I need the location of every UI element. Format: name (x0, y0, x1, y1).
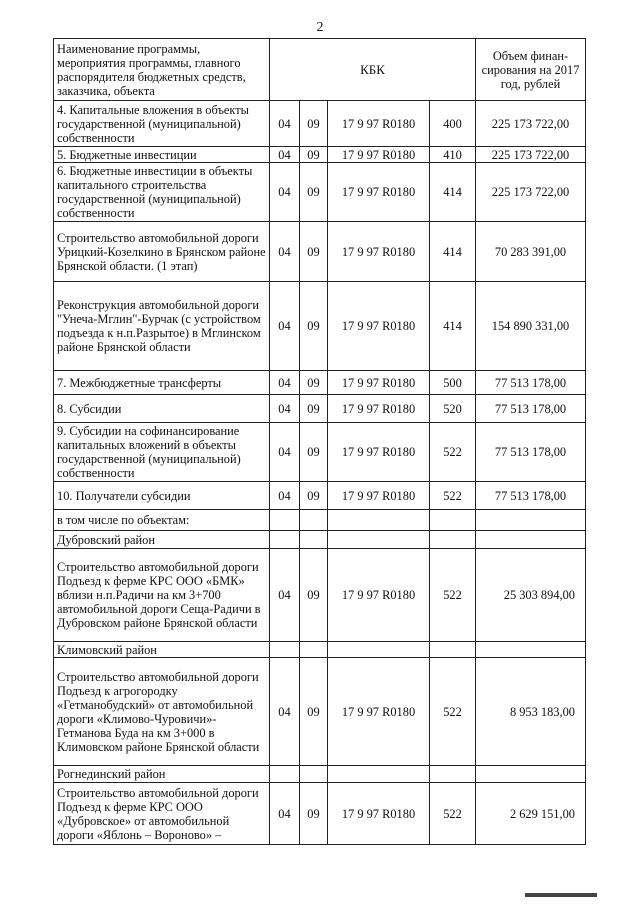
row-expense-type (430, 510, 476, 531)
table-row (54, 282, 586, 371)
row-amount: 154 890 331,00 (476, 282, 586, 371)
row-expense-type: 414 (430, 222, 476, 282)
row-name: Реконструкция автомобильной дороги "Унеча-Мглин"-Бурчак (с устройством подъезда к н.п.Разрытое) в Мглинском районе Брянской области (54, 282, 270, 371)
row-amount: 2 629 151,00 (476, 783, 586, 845)
row-target-article: 17 9 97 R0180 (328, 147, 430, 163)
row-target-article: 17 9 97 R0180 (328, 423, 430, 482)
row-expense-type: 500 (430, 371, 476, 395)
table-row (54, 163, 586, 222)
row-subsection: 09 (300, 482, 328, 510)
table-row (54, 531, 586, 549)
row-expense-type: 522 (430, 482, 476, 510)
row-section: 04 (270, 783, 300, 845)
row-section: 04 (270, 371, 300, 395)
row-target-article (328, 531, 430, 549)
row-name: 8. Субсидии (54, 395, 270, 423)
row-section: 04 (270, 482, 300, 510)
row-name: 7. Межбюджетные трансферты (54, 371, 270, 395)
row-subsection: 09 (300, 658, 328, 766)
row-amount: 77 513 178,00 (476, 423, 586, 482)
row-subsection: 09 (300, 395, 328, 423)
table-row (54, 642, 586, 658)
row-target-article: 17 9 97 R0180 (328, 783, 430, 845)
row-name: Климовский район (54, 642, 270, 658)
row-target-article: 17 9 97 R0180 (328, 482, 430, 510)
row-expense-type: 414 (430, 282, 476, 371)
row-subsection: 09 (300, 371, 328, 395)
table-row (54, 783, 586, 845)
row-subsection: 09 (300, 549, 328, 642)
table-row (54, 482, 586, 510)
header-name: Наименование программы, мероприятия программы, главного распорядителя бюджетных средств, заказчика, объекта (54, 39, 270, 101)
row-name: 6. Бюджетные инвестиции в объекты капитального строительства государственной (муниципальной) собственности (54, 163, 270, 222)
row-amount (476, 510, 586, 531)
row-name: 5. Бюджетные инвестиции (54, 147, 270, 163)
row-subsection: 09 (300, 282, 328, 371)
row-expense-type: 522 (430, 549, 476, 642)
row-subsection (300, 766, 328, 783)
row-section: 04 (270, 101, 300, 147)
row-expense-type: 400 (430, 101, 476, 147)
row-section: 04 (270, 147, 300, 163)
row-name: 10. Получатели субсидии (54, 482, 270, 510)
row-target-article (328, 642, 430, 658)
row-expense-type: 522 (430, 423, 476, 482)
row-amount (476, 531, 586, 549)
table-row (54, 766, 586, 783)
row-name: Строительство автомобильной дороги Подъезд к ферме КРС ООО «Дубровское» от автомобильной дороги «Яблонь – Вороново» – (54, 783, 270, 845)
row-expense-type (430, 766, 476, 783)
row-subsection: 09 (300, 783, 328, 845)
row-amount: 77 513 178,00 (476, 482, 586, 510)
table-header-row (54, 39, 586, 101)
row-expense-type: 520 (430, 395, 476, 423)
row-name: 9. Субсидии на софинансирование капитальных вложений в объекты государственной (муниципальной) собственности (54, 423, 270, 482)
table-row (54, 510, 586, 531)
row-target-article: 17 9 97 R0180 (328, 101, 430, 147)
row-amount: 25 303 894,00 (476, 549, 586, 642)
row-name: Строительство автомобильной дороги Урицкий-Козелкино в Брянском районе Брянской области. (1 этап) (54, 222, 270, 282)
row-target-article: 17 9 97 R0180 (328, 163, 430, 222)
row-section: 04 (270, 395, 300, 423)
row-section: 04 (270, 658, 300, 766)
row-amount: 225 173 722,00 (476, 101, 586, 147)
row-name: Строительство автомобильной дороги Подъезд к агрогородку «Гетманобудский» от автомобильной дороги «Климово-Чуровичи»-Гетманова Буда на км 3+000 в Климовском районе Брянской области (54, 658, 270, 766)
row-name: Дубровский район (54, 531, 270, 549)
table-row (54, 395, 586, 423)
table-row (54, 147, 586, 163)
row-target-article: 17 9 97 R0180 (328, 282, 430, 371)
row-expense-type (430, 642, 476, 658)
row-section (270, 642, 300, 658)
row-section (270, 531, 300, 549)
table-row (54, 423, 586, 482)
row-amount: 77 513 178,00 (476, 371, 586, 395)
row-target-article: 17 9 97 R0180 (328, 549, 430, 642)
row-name: Строительство автомобильной дороги Подъезд к ферме КРС ООО «БМК» вблизи н.п.Радичи на км 3+700 автомобильной дороги Сеща-Радичи в Дубровском районе Брянской области (54, 549, 270, 642)
row-expense-type: 522 (430, 783, 476, 845)
row-target-article: 17 9 97 R0180 (328, 658, 430, 766)
page-number: 2 (316, 20, 324, 35)
row-amount: 225 173 722,00 (476, 147, 586, 163)
row-subsection (300, 531, 328, 549)
row-subsection: 09 (300, 163, 328, 222)
row-target-article (328, 510, 430, 531)
row-expense-type (430, 531, 476, 549)
row-section: 04 (270, 423, 300, 482)
row-amount (476, 642, 586, 658)
row-amount (476, 766, 586, 783)
table-row (54, 549, 586, 642)
footer-mark (525, 893, 597, 897)
row-subsection: 09 (300, 101, 328, 147)
row-section: 04 (270, 222, 300, 282)
row-name: 4. Капитальные вложения в объекты государственной (муниципальной) собственности (54, 101, 270, 147)
row-section (270, 766, 300, 783)
row-subsection: 09 (300, 423, 328, 482)
row-subsection (300, 510, 328, 531)
row-subsection (300, 642, 328, 658)
row-subsection: 09 (300, 222, 328, 282)
row-name: в том числе по объектам: (54, 510, 270, 531)
row-expense-type: 410 (430, 147, 476, 163)
row-expense-type: 414 (430, 163, 476, 222)
row-target-article: 17 9 97 R0180 (328, 371, 430, 395)
row-section: 04 (270, 282, 300, 371)
header-kbk: КБК (270, 39, 476, 101)
row-section: 04 (270, 163, 300, 222)
row-amount: 8 953 183,00 (476, 658, 586, 766)
row-subsection: 09 (300, 147, 328, 163)
row-amount: 70 283 391,00 (476, 222, 586, 282)
table-row (54, 101, 586, 147)
table-row (54, 371, 586, 395)
table-row (54, 222, 586, 282)
row-amount: 225 173 722,00 (476, 163, 586, 222)
row-section: 04 (270, 549, 300, 642)
header-amount: Объем финан-сирования на 2017 год, рублей (476, 39, 586, 101)
row-target-article: 17 9 97 R0180 (328, 395, 430, 423)
row-section (270, 510, 300, 531)
row-target-article (328, 766, 430, 783)
row-amount: 77 513 178,00 (476, 395, 586, 423)
table-row (54, 658, 586, 766)
row-target-article: 17 9 97 R0180 (328, 222, 430, 282)
row-expense-type: 522 (430, 658, 476, 766)
budget-table (53, 38, 586, 845)
row-name: Рогнединский район (54, 766, 270, 783)
